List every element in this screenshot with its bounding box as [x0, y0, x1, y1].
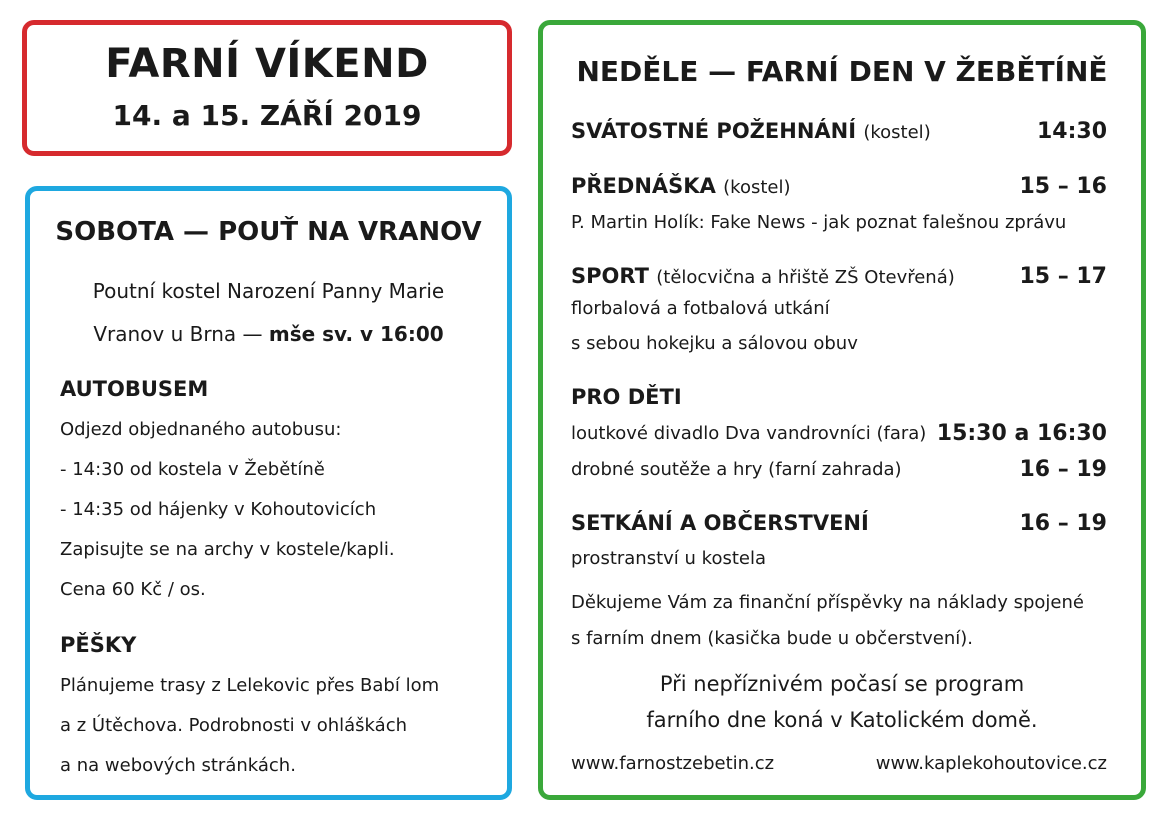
kids-title: PRO DĚTI: [571, 385, 682, 409]
sport-title: [571, 264, 955, 288]
mass-time: mše sv. v 16:00: [268, 322, 444, 346]
games-line: drobné soutěže a hry (farní zahrada): [571, 459, 902, 480]
blessing-place: (kostel): [863, 122, 931, 143]
blessing-title: [571, 119, 931, 143]
bus-line: - 14:35 od hájenky v Kohoutovicích: [60, 499, 377, 520]
walk-line: a z Útěchova. Podrobnosti v ohláškách: [60, 715, 407, 736]
thanks-line: s farním dnem (kasička bude u občerstvení).: [571, 628, 973, 649]
title-box: [22, 20, 512, 156]
page-title: FARNÍ VÍKEND: [105, 41, 429, 87]
lecture-place: (kostel): [723, 177, 791, 198]
meeting-place: prostranství u kostela: [571, 548, 766, 569]
thanks-line: Děkujeme Vám za finanční příspěvky na náklady spojené: [571, 592, 1084, 613]
mass-place: Vranov u Brna —: [93, 322, 263, 346]
blessing-time: 14:30: [1036, 119, 1107, 144]
sport-place: (tělocvična a hřiště ZŠ Otevřená): [656, 267, 955, 288]
theatre-line: loutkové divadlo Dva vandrovníci (fara): [571, 423, 927, 444]
lecture-time: 15 – 16: [1019, 174, 1107, 199]
saturday-heading: SOBOTA — POUŤ NA VRANOV: [55, 217, 482, 247]
walk-line: a na webových stránkách.: [60, 755, 296, 776]
blessing-name: SVÁTOSTNÉ POŽEHNÁNÍ: [571, 119, 857, 143]
link-farnost[interactable]: www.farnostzebetin.cz: [571, 753, 775, 774]
event-date: 14. a 15. ZÁŘÍ 2019: [112, 99, 422, 132]
link-kaple[interactable]: www.kaplekohoutovice.cz: [875, 753, 1107, 774]
bus-line: Zapisujte se na archy v kostele/kapli.: [60, 539, 395, 560]
weather-line: farního dne koná v Katolickém domě.: [646, 708, 1038, 732]
saturday-box: [25, 186, 512, 800]
sport-line: s sebou hokejku a sálovou obuv: [571, 333, 858, 354]
meeting-time: 16 – 19: [1019, 511, 1107, 536]
sport-line: florbalová a fotbalová utkání: [571, 298, 830, 319]
bus-line: - 14:30 od kostela v Žebětíně: [60, 459, 325, 480]
games-time: 16 – 19: [1019, 457, 1107, 482]
sunday-heading: NEDĚLE — FARNÍ DEN V ŽEBĚTÍNĚ: [576, 55, 1108, 88]
meeting-title: SETKÁNÍ A OBČERSTVENÍ: [571, 511, 869, 535]
sunday-box: [538, 20, 1146, 800]
sport-time: 15 – 17: [1019, 264, 1107, 289]
price-line: Cena 60 Kč / os.: [60, 579, 206, 600]
weather-line: Při nepříznivém počasí se program: [659, 672, 1025, 696]
walk-heading: PĚŠKY: [60, 633, 137, 657]
bus-line: Odjezd objednaného autobusu:: [60, 419, 342, 440]
bus-heading: AUTOBUSEM: [60, 377, 209, 401]
theatre-time: 15:30 a 16:30: [936, 421, 1107, 446]
sport-name: SPORT: [571, 264, 649, 288]
mass-line: [30, 322, 507, 346]
church-line: Poutní kostel Narození Panny Marie: [92, 279, 445, 303]
lecture-name: PŘEDNÁŠKA: [571, 174, 716, 198]
lecture-title: [571, 174, 791, 198]
lecture-detail: P. Martin Holík: Fake News - jak poznat falešnou zprávu: [571, 212, 1067, 233]
walk-line: Plánujeme trasy z Lelekovic přes Babí lom: [60, 675, 440, 696]
